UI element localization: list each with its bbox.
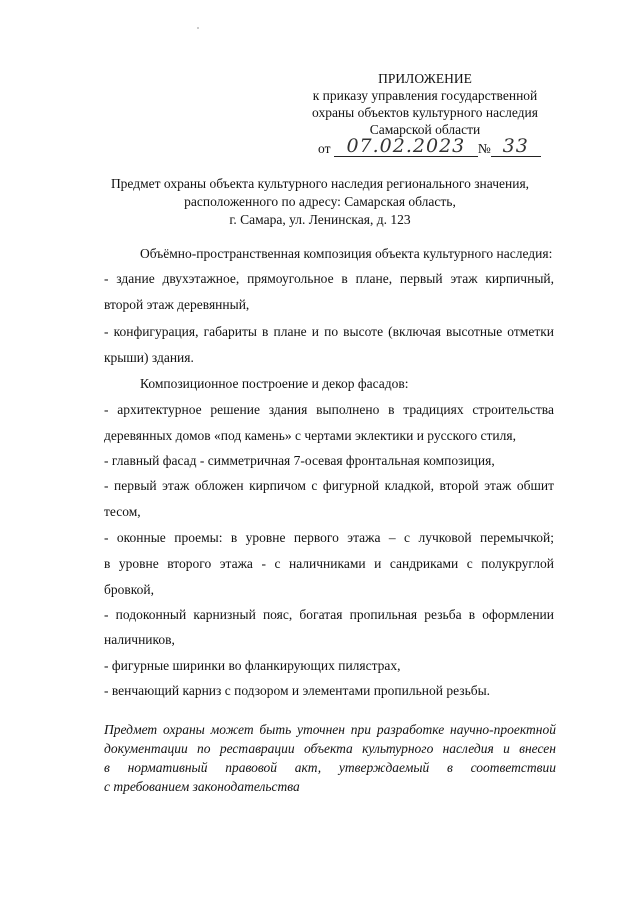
number-prefix: № <box>477 141 491 156</box>
note-line-4: с требованием законодательства <box>104 779 300 794</box>
date-prefix: от <box>318 141 331 156</box>
list-item: в уровне второго этажа - с наличниками и сандриками с полукруглой <box>104 556 554 571</box>
handwritten-number: 33 <box>491 136 541 157</box>
scan-speck <box>197 27 199 29</box>
order-date-line <box>318 136 548 157</box>
list-item: - фигурные ширинки во фланкирующих пилястрах, <box>104 658 401 673</box>
section-heading-volume: Объёмно-пространственная композиция объекта культурного наследия: <box>140 246 553 261</box>
list-item: тесом, <box>104 504 141 519</box>
document-subject <box>100 175 540 229</box>
list-item: деревянных домов «под камень» с чертами эклектики и русского стиля, <box>104 428 516 443</box>
note-line-3: в нормативный правовой акт, утверждаемый в соответствии <box>104 760 556 775</box>
appendix-title: ПРИЛОЖЕНИЕ <box>378 71 472 86</box>
list-item: - конфигурация, габариты в плане и по высоте (включая высотные отметки <box>104 324 554 339</box>
appendix-header <box>300 70 550 138</box>
list-item: - венчающий карниз с подзором и элементами пропильной резьбы. <box>104 683 491 698</box>
subject-line-3: г. Самара, ул. Ленинская, д. 123 <box>229 212 411 227</box>
list-item: крыши) здания. <box>104 350 194 365</box>
note-line-2: документации по реставрации объекта культурного наследия и внесен <box>104 741 556 756</box>
list-item: - первый этаж обложен кирпичом с фигурной кладкой, второй этаж обшит <box>104 478 554 493</box>
appendix-line-1: к приказу управления государственной <box>312 88 538 103</box>
subject-line-2: расположенного по адресу: Самарская область, <box>184 194 456 209</box>
list-item: - оконные проемы: в уровне первого этажа – с лучковой перемычкой; <box>104 530 554 545</box>
list-item: наличников, <box>104 632 175 647</box>
appendix-line-2: охраны объектов культурного наследия <box>312 105 538 120</box>
note-line-1: Предмет охраны может быть уточнен при разработке научно-проектной <box>104 722 556 737</box>
note-paragraph <box>104 720 556 796</box>
list-item: второй этаж деревянный, <box>104 297 250 312</box>
handwritten-date: 07.02.2023 <box>334 136 478 157</box>
list-item: - здание двухэтажное, прямоугольное в плане, первый этаж кирпичный, <box>104 271 554 286</box>
appendix-line-3: Самарской области <box>369 122 481 137</box>
section-heading-facades: Композиционное построение и декор фасадов: <box>140 376 409 391</box>
list-item: - подоконный карнизный пояс, богатая пропильная резьба в оформлении <box>104 607 554 622</box>
subject-line-1: Предмет охраны объекта культурного наследия регионального значения, <box>110 176 530 191</box>
list-item: - архитектурное решение здания выполнено в традициях строительства <box>104 402 554 417</box>
list-item: бровкой, <box>104 582 154 597</box>
list-item: - главный фасад - симметричная 7-осевая фронтальная композиция, <box>104 453 495 468</box>
